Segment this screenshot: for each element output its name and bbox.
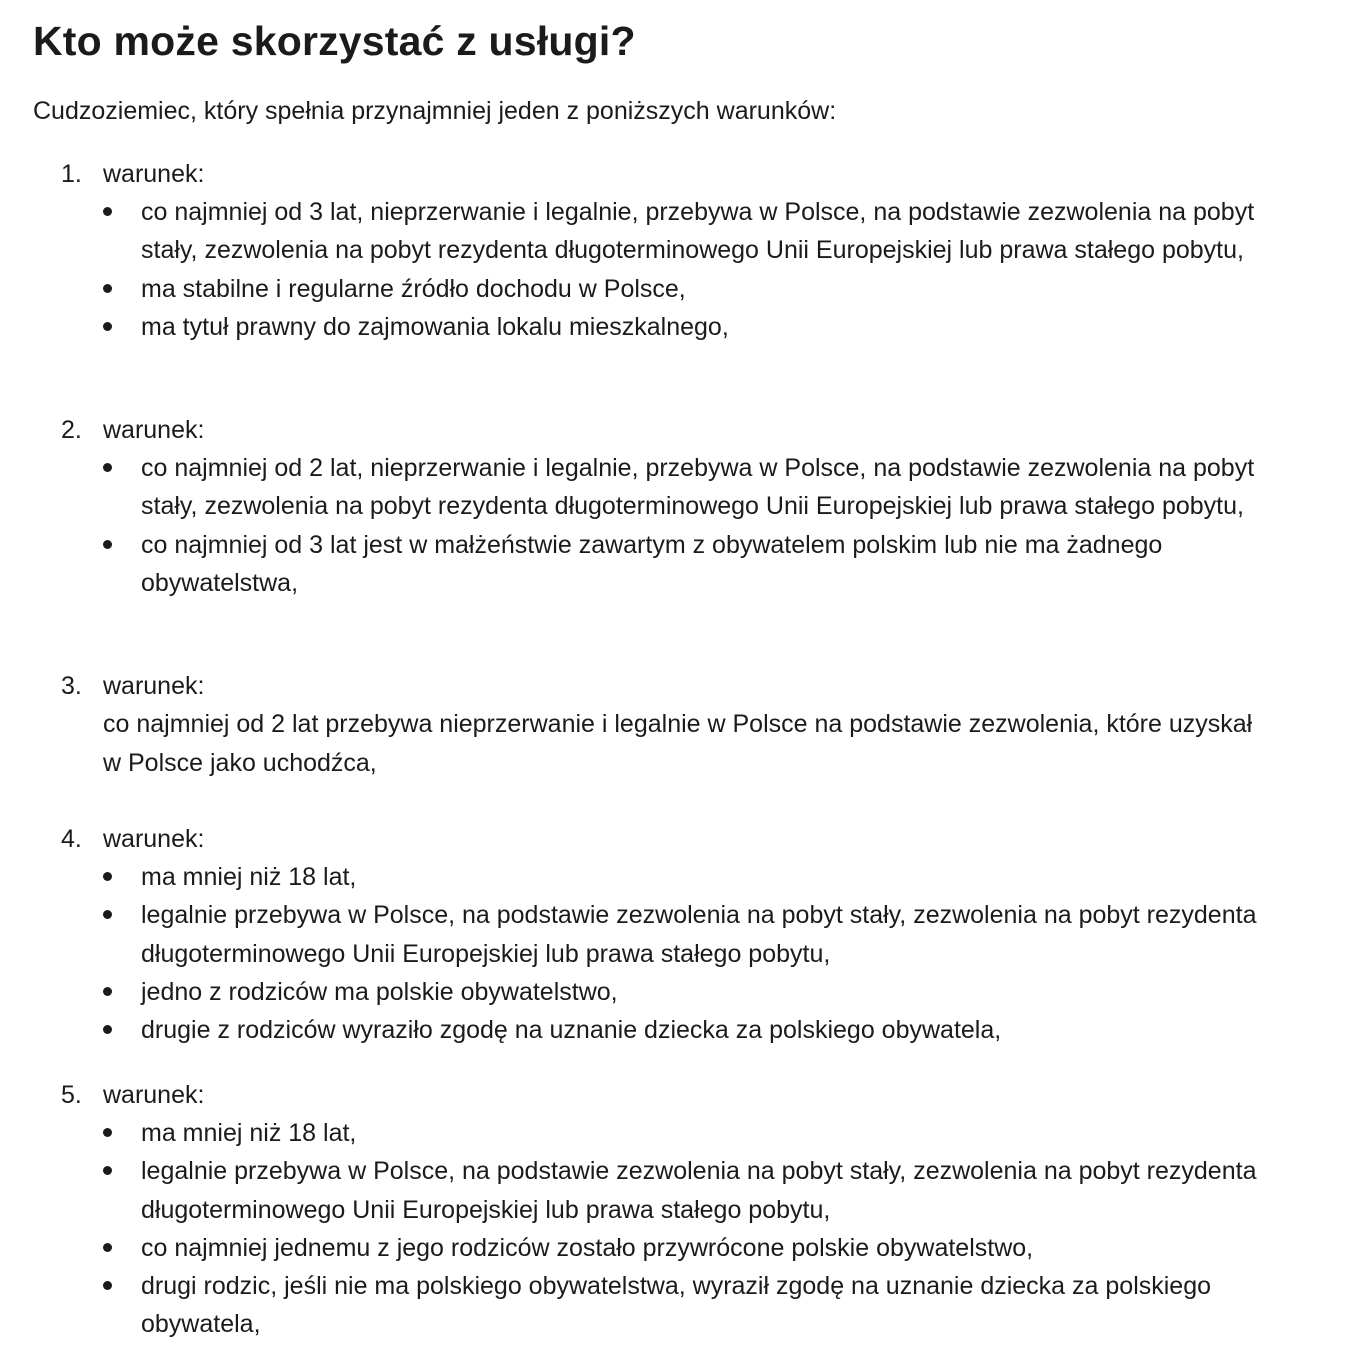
- bullet-icon: [103, 1128, 112, 1137]
- bullet-icon: [103, 1166, 112, 1175]
- list-item-text: legalnie przebywa w Polsce, na podstawie zezwolenia na pobyt stały, zezwolenia na pobyt rezydenta długoterminowego Unii Europejskiej lub prawa stałego pobytu,: [141, 1157, 1257, 1224]
- list-item: [103, 1152, 1283, 1229]
- list-item: [103, 526, 1283, 603]
- page-title: Kto może skorzystać z usługi?: [33, 18, 636, 64]
- condition-label: warunek:: [103, 416, 205, 444]
- condition-number: 4.: [61, 825, 82, 853]
- bullet-icon: [103, 872, 112, 881]
- bullet-icon: [103, 207, 112, 216]
- list-item: [103, 1267, 1283, 1344]
- condition-items: [103, 858, 1283, 1049]
- list-item: [103, 1229, 1283, 1267]
- condition-items: [103, 193, 1283, 346]
- condition-number: 3.: [61, 672, 82, 700]
- bullet-icon: [103, 1243, 112, 1252]
- condition-label: warunek:: [103, 672, 205, 700]
- list-item-text: legalnie przebywa w Polsce, na podstawie zezwolenia na pobyt stały, zezwolenia na pobyt rezydenta długoterminowego Unii Europejskiej lub prawa stałego pobytu,: [141, 901, 1257, 968]
- list-item: [103, 1114, 1283, 1152]
- list-item: [103, 449, 1283, 526]
- bullet-icon: [103, 322, 112, 331]
- list-item-text: ma mniej niż 18 lat,: [141, 1119, 357, 1147]
- list-item-text: co najmniej od 2 lat, nieprzerwanie i legalnie, przebywa w Polsce, na podstawie zezwolenia na pobyt stały, zezwolenia na pobyt rezydenta długoterminowego Unii Europejskiej lub prawa stałego pobytu,: [141, 454, 1255, 521]
- list-item-text: co najmniej jednemu z jego rodziców zostało przywrócone polskie obywatelstwo,: [141, 1233, 1034, 1262]
- condition-label: warunek:: [103, 1081, 205, 1109]
- list-item-text: drugie z rodziców wyraziło zgodę na uznanie dziecka za polskiego obywatela,: [141, 1016, 1002, 1045]
- list-item: [103, 1011, 1283, 1049]
- condition-number: 1.: [61, 160, 82, 188]
- list-item-text: ma stabilne i regularne źródło dochodu w Polsce,: [141, 274, 686, 303]
- list-item: [103, 270, 1283, 308]
- list-item: [103, 308, 1283, 346]
- list-item-text: ma mniej niż 18 lat,: [141, 863, 357, 891]
- list-item: [103, 193, 1283, 270]
- bullet-icon: [103, 987, 112, 996]
- condition-items: [103, 1114, 1283, 1344]
- list-item: [103, 858, 1283, 896]
- condition-label: warunek:: [103, 825, 205, 853]
- condition-label: warunek:: [103, 160, 205, 188]
- bullet-icon: [103, 910, 112, 919]
- list-item-text: jedno z rodziców ma polskie obywatelstwo,: [141, 977, 618, 1006]
- list-item-text: drugi rodzic, jeśli nie ma polskiego obywatelstwa, wyraził zgodę na uznanie dziecka za polskiego obywatela,: [141, 1272, 1212, 1339]
- condition-text: co najmniej od 2 lat przebywa nieprzerwanie i legalnie w Polsce na podstawie zezwolenia, które uzyskał w Polsce jako uchodźca,: [103, 710, 1253, 777]
- condition-items: [103, 449, 1283, 602]
- bullet-icon: [103, 1281, 112, 1290]
- condition-number: 2.: [61, 416, 82, 444]
- list-item: [103, 896, 1283, 973]
- bullet-icon: [103, 463, 112, 472]
- list-item-text: co najmniej od 3 lat jest w małżeństwie zawartym z obywatelem polskim lub nie ma żadnego obywatelstwa,: [141, 530, 1163, 597]
- condition-number: 5.: [61, 1081, 82, 1109]
- list-item-text: co najmniej od 3 lat, nieprzerwanie i legalnie, przebywa w Polsce, na podstawie zezwolenia na pobyt stały, zezwolenia na pobyt rezydenta długoterminowego Unii Europejskiej lub prawa stałego pobytu,: [141, 198, 1255, 265]
- bullet-icon: [103, 1025, 112, 1034]
- bullet-icon: [103, 540, 112, 549]
- list-item: [103, 973, 1283, 1011]
- list-item-text: ma tytuł prawny do zajmowania lokalu mieszkalnego,: [141, 312, 729, 341]
- bullet-icon: [103, 284, 112, 293]
- intro-text: Cudzoziemiec, który spełnia przynajmniej jeden z poniższych warunków:: [33, 97, 837, 125]
